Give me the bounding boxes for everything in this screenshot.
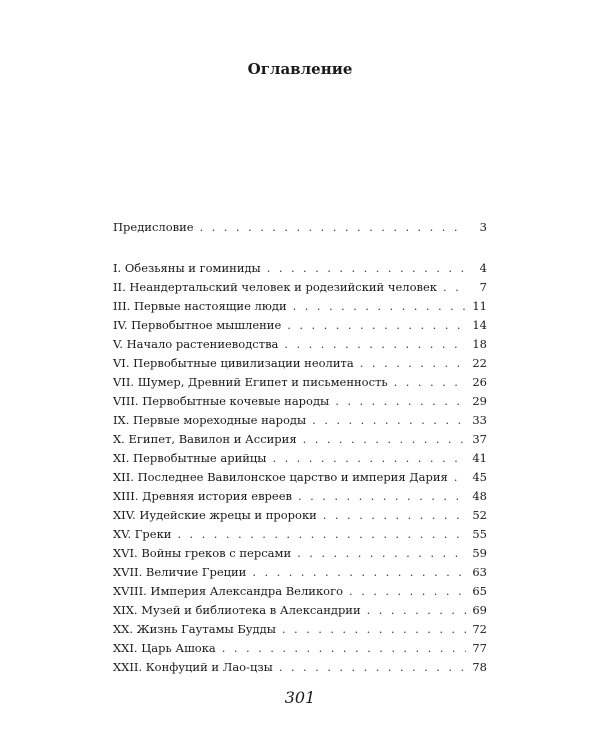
dot-leader xyxy=(443,278,467,296)
dot-leader xyxy=(454,468,467,486)
toc-entry-label: XII. Последнее Вавилонское царство и империя Дария xyxy=(113,470,448,484)
toc-entry[interactable] xyxy=(113,468,487,486)
toc-entry[interactable] xyxy=(113,430,487,448)
toc-entry-label: IV. Первобытное мышление xyxy=(113,318,282,332)
toc-entry-page: 41 xyxy=(472,451,487,465)
toc-entry-page: 78 xyxy=(472,660,487,674)
dot-leader xyxy=(293,297,467,315)
toc-entry-page: 11 xyxy=(472,299,487,313)
toc-entry-label: III. Первые настоящие люди xyxy=(113,299,287,313)
toc-entry-page: 52 xyxy=(472,508,487,522)
toc-entry[interactable] xyxy=(113,392,487,410)
toc-entry[interactable] xyxy=(113,335,487,353)
dot-leader xyxy=(349,582,466,600)
dot-leader xyxy=(312,411,466,429)
dot-leader xyxy=(200,218,467,236)
toc-entry[interactable] xyxy=(113,487,487,505)
toc-entry[interactable] xyxy=(113,278,487,296)
toc-entry-label: X. Египет, Вавилон и Ассирия xyxy=(113,432,297,446)
toc-entry-page: 65 xyxy=(472,584,487,598)
dot-leader xyxy=(267,259,467,277)
toc-entry-label: XI. Первобытные арийцы xyxy=(113,451,267,465)
dot-leader xyxy=(394,373,467,391)
toc-entry[interactable] xyxy=(113,639,487,657)
toc-entry-page: 33 xyxy=(472,413,487,427)
toc-entry-label: I. Обезьяны и гоминиды xyxy=(113,261,261,275)
page-number: 301 xyxy=(284,688,316,707)
toc-entry-label: V. Начало растениеводства xyxy=(113,337,279,351)
toc-entry-label: XIV. Иудейские жрецы и пророки xyxy=(113,508,317,522)
toc-entry[interactable] xyxy=(113,373,487,391)
toc-entry-label: VII. Шумер, Древний Египет и письменность xyxy=(113,375,388,389)
toc-entry[interactable] xyxy=(113,582,487,600)
toc-entry-page: 22 xyxy=(472,356,487,370)
toc-entry-page: 77 xyxy=(472,641,487,655)
toc-entry[interactable] xyxy=(113,506,487,524)
dot-leader xyxy=(252,563,466,581)
toc-entry-page: 45 xyxy=(472,470,487,484)
dot-leader xyxy=(323,506,467,524)
toc-entry-label: XXII. Конфуций и Лао-цзы xyxy=(113,660,273,674)
dot-leader xyxy=(222,639,467,657)
dot-leader xyxy=(297,544,466,562)
dot-leader xyxy=(303,430,467,448)
toc-entry-label: XVII. Величие Греции xyxy=(113,565,247,579)
toc-entry[interactable] xyxy=(113,601,487,619)
toc-entry[interactable] xyxy=(113,297,487,315)
toc-entry-page: 4 xyxy=(479,261,487,275)
toc-entry-label: XVI. Войны греков с персами xyxy=(113,546,292,560)
dot-leader xyxy=(279,658,467,676)
toc-entry[interactable] xyxy=(113,525,487,543)
toc-entry-label: XIX. Музей и библиотека в Александрии xyxy=(113,603,361,617)
toc-entry-page: 14 xyxy=(472,318,487,332)
toc-entry-page: 37 xyxy=(472,432,487,446)
toc-entry-page: 26 xyxy=(472,375,487,389)
dot-leader xyxy=(287,316,466,334)
toc-entry-preface[interactable] xyxy=(113,218,487,236)
dot-leader xyxy=(360,354,467,372)
dot-leader xyxy=(272,449,466,467)
toc-entry-page: 55 xyxy=(472,527,487,541)
toc-entry-label: II. Неандертальский человек и родезийский человек xyxy=(113,280,437,294)
dot-leader xyxy=(284,335,466,353)
toc-entry-label: XIII. Древняя история евреев xyxy=(113,489,293,503)
toc-entry-label: VI. Первобытные цивилизации неолита xyxy=(113,356,354,370)
toc-entry-page: 59 xyxy=(472,546,487,560)
toc-entry-page: 29 xyxy=(472,394,487,408)
toc-entry-page: 48 xyxy=(472,489,487,503)
toc-entry-label: XXI. Царь Ашока xyxy=(113,641,216,655)
toc-entry[interactable] xyxy=(113,620,487,638)
toc-entry-page: 72 xyxy=(472,622,487,636)
toc-entry[interactable] xyxy=(113,563,487,581)
toc-entry-page: 3 xyxy=(479,220,487,234)
toc-entry[interactable] xyxy=(113,354,487,372)
toc-entry-label: XX. Жизнь Гаутамы Будды xyxy=(113,622,276,636)
toc-entry-label: XV. Греки xyxy=(113,527,172,541)
toc-entry-page: 63 xyxy=(472,565,487,579)
toc-entry-page: 18 xyxy=(472,337,487,351)
toc-entry[interactable] xyxy=(113,658,487,676)
dot-leader xyxy=(282,620,466,638)
dot-leader xyxy=(177,525,466,543)
toc-entry-label: XVIII. Империя Александра Великого xyxy=(113,584,344,598)
dot-leader xyxy=(335,392,466,410)
page-title: Оглавление xyxy=(247,60,353,78)
toc-entry-label: Предисловие xyxy=(113,220,194,234)
toc-entry-page: 69 xyxy=(472,603,487,617)
toc-entry[interactable] xyxy=(113,449,487,467)
toc-entry[interactable] xyxy=(113,316,487,334)
toc-entry[interactable] xyxy=(113,411,487,429)
toc-entry-label: VIII. Первобытные кочевые народы xyxy=(113,394,330,408)
dot-leader xyxy=(367,601,467,619)
toc-entry[interactable] xyxy=(113,544,487,562)
toc-entry[interactable] xyxy=(113,259,487,277)
toc-entry-label: IX. Первые мореходные народы xyxy=(113,413,307,427)
toc-entry-page: 7 xyxy=(479,280,487,294)
dot-leader xyxy=(298,487,466,505)
